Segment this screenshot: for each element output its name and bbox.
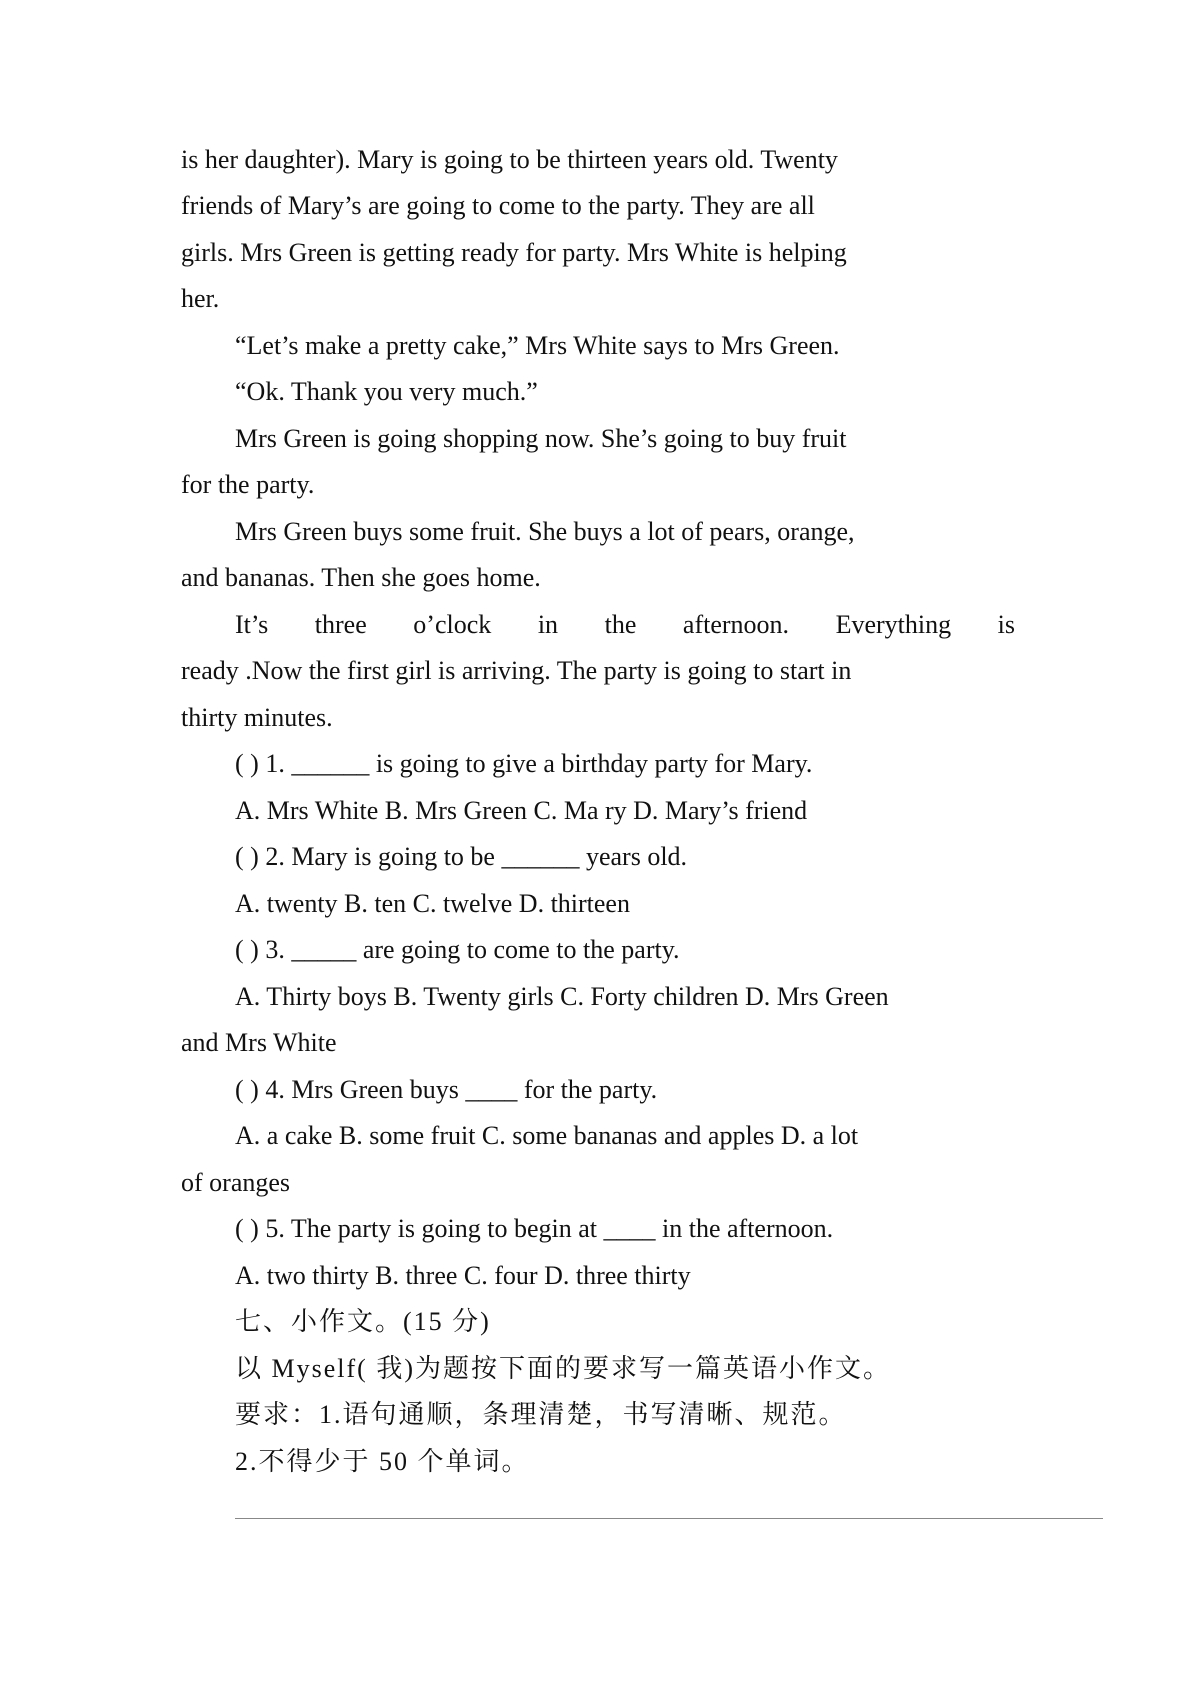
passage-line: girls. Mrs Green is getting ready for party. Mrs White is helping: [181, 238, 847, 267]
passage-line: for the party.: [181, 470, 315, 499]
question-stem: ( ) 5. The party is going to begin at ____ in the afternoon.: [235, 1214, 834, 1243]
passage-line: and bananas. Then she goes home.: [181, 563, 541, 592]
passage-word: Everything: [835, 610, 952, 639]
passage-line: her.: [181, 284, 220, 313]
passage-line: friends of Mary’s are going to come to the party. They are all: [181, 191, 815, 220]
question-stem: ( ) 3. _____ are going to come to the party.: [235, 935, 680, 964]
passage-word: in: [537, 610, 559, 639]
passage-line: “Let’s make a pretty cake,” Mrs White says to Mrs Green.: [235, 331, 840, 360]
passage-word: It’s: [235, 610, 269, 639]
question-stem: ( ) 4. Mrs Green buys ____ for the party.: [235, 1075, 658, 1104]
question-options-continued: of oranges: [181, 1168, 291, 1197]
question-options: A. a cake B. some fruit C. some bananas and apples D. a lot: [235, 1121, 859, 1150]
question-options: A. two thirty B. three C. four D. three thirty: [235, 1261, 691, 1290]
passage-line: Mrs Green buys some fruit. She buys a lot of pears, orange,: [235, 517, 855, 546]
passage-line: Mrs Green is going shopping now. She’s going to buy fruit: [235, 424, 847, 453]
question-options: A. Thirty boys B. Twenty girls C. Forty children D. Mrs Green: [235, 982, 889, 1011]
passage-word: is: [997, 610, 1015, 639]
passage-word: afternoon.: [682, 610, 790, 639]
passage-line: ready .Now the first girl is arriving. The party is going to start in: [181, 656, 852, 685]
passage-word: o’clock: [413, 610, 492, 639]
question-stem: ( ) 1. ______ is going to give a birthday party for Mary.: [235, 749, 813, 778]
passage-word: three: [314, 610, 367, 639]
passage-line: thirty minutes.: [181, 703, 333, 732]
composition-instruction: 以 Myself( 我)为题按下面的要求写一篇英语小作文。: [235, 1354, 891, 1383]
writing-line: [235, 1518, 1103, 1519]
question-stem: ( ) 2. Mary is going to be ______ years old.: [235, 842, 688, 871]
passage-line: “Ok. Thank you very much.”: [235, 377, 538, 406]
question-options: A. Mrs White B. Mrs Green C. Ma ry D. Mary’s friend: [235, 796, 808, 825]
passage-line: is her daughter). Mary is going to be thirteen years old. Twenty: [181, 145, 838, 174]
question-options-continued: and Mrs White: [181, 1028, 337, 1057]
question-options: A. twenty B. ten C. twelve D. thirteen: [235, 889, 630, 918]
composition-requirement: 要求：1.语句通顺，条理清楚，书写清晰、规范。: [235, 1400, 847, 1429]
passage-justified-line: [235, 610, 1015, 640]
composition-requirement: 2.不得少于 50 个单词。: [235, 1447, 530, 1476]
passage-word: the: [604, 610, 637, 639]
section-heading: 七、小作文。(15 分): [235, 1307, 491, 1336]
